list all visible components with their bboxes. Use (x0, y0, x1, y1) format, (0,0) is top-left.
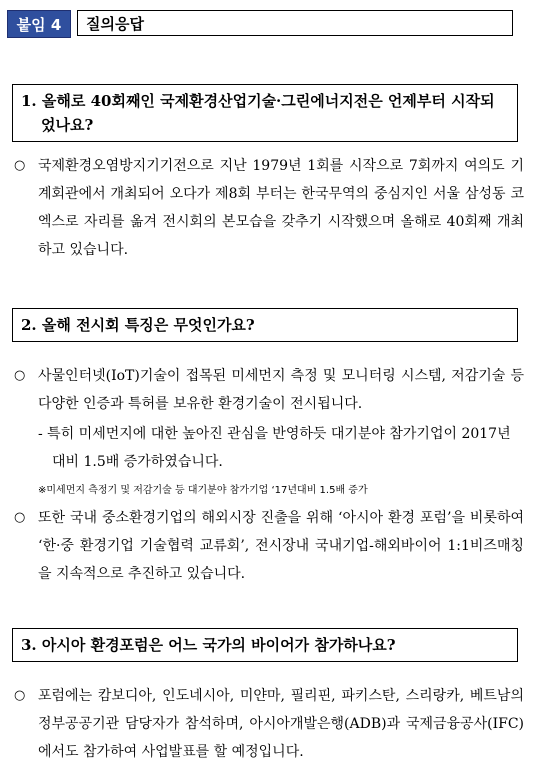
answer-text: 또한 국내 중소환경기업의 해외시장 진출을 위해 ‘아시아 환경 포럼’을 비롯하여 ‘한·중 환경기업 기술협력 교류회’, 전시장내 국내기업-해외바이어 1:1비즈매칭을 지속적으로 추진하고 있습니다. (38, 510, 524, 582)
circle-bullet-icon: ○ (14, 158, 26, 173)
question-box-1 (12, 84, 518, 142)
answer-text: 사물인터넷(IoT)기술이 접목된 미세먼지 측정 및 모니터링 시스템, 저감기술 등 다양한 인증과 특허를 보유한 환경기술이 전시됩니다. (38, 368, 524, 412)
answer-paragraph (14, 152, 524, 264)
answer-text: 포럼에는 캄보디아, 인도네시아, 미얀마, 필리핀, 파키스탄, 스리랑카, 베트남의 정부공공기관 담당자가 참석하며, 아시아개발은행(ADB)과 국제금융공사(IFC)에서도 참가하여 사업발표를 할 예정입니다. (38, 688, 524, 760)
circle-bullet-icon: ○ (14, 510, 26, 525)
circle-bullet-icon: ○ (14, 368, 26, 383)
question-text: 3. 아시아 환경포럼은 어느 국가의 바이어가 참가하나요? (21, 636, 396, 654)
question-box-3 (12, 628, 518, 662)
sub-point-text: - 특히 미세먼지에 대한 높아진 관심을 반영하듯 대기분야 참가기업이 2017년 대비 1.5배 증가하였습니다. (38, 426, 511, 470)
question-text: 1. 올해로 40회째인 국제환경산업기술·그린에너지전은 언제부터 시작되었나요? (21, 92, 495, 134)
question-box-2 (12, 308, 518, 342)
page-title: 질의응답 (77, 10, 513, 36)
answer-paragraph (14, 504, 524, 588)
answer-paragraph (14, 362, 524, 418)
sub-point (38, 420, 524, 476)
attachment-tag: 붙임 4 (7, 10, 71, 38)
answer-text: 국제환경오염방지기기전으로 지난 1979년 1회를 시작으로 7회까지 여의도 기계회관에서 개최되어 오다가 제8회 부터는 한국무역의 중심지인 서울 삼성동 코엑스로 자리를 옮겨 전시회의 본모습을 갖추기 시작했으며 올해로 40회째 개최하고 있습니다. (38, 158, 524, 258)
question-text: 2. 올해 전시회 특징은 무엇인가요? (21, 316, 255, 334)
attachment-header (7, 10, 513, 38)
circle-bullet-icon: ○ (14, 688, 26, 703)
footnote: ※미세먼지 측정기 및 저감기술 등 대기분야 참가기업 ‘17년대비 1.5배 증가 (38, 485, 368, 496)
answer-paragraph (14, 682, 524, 766)
